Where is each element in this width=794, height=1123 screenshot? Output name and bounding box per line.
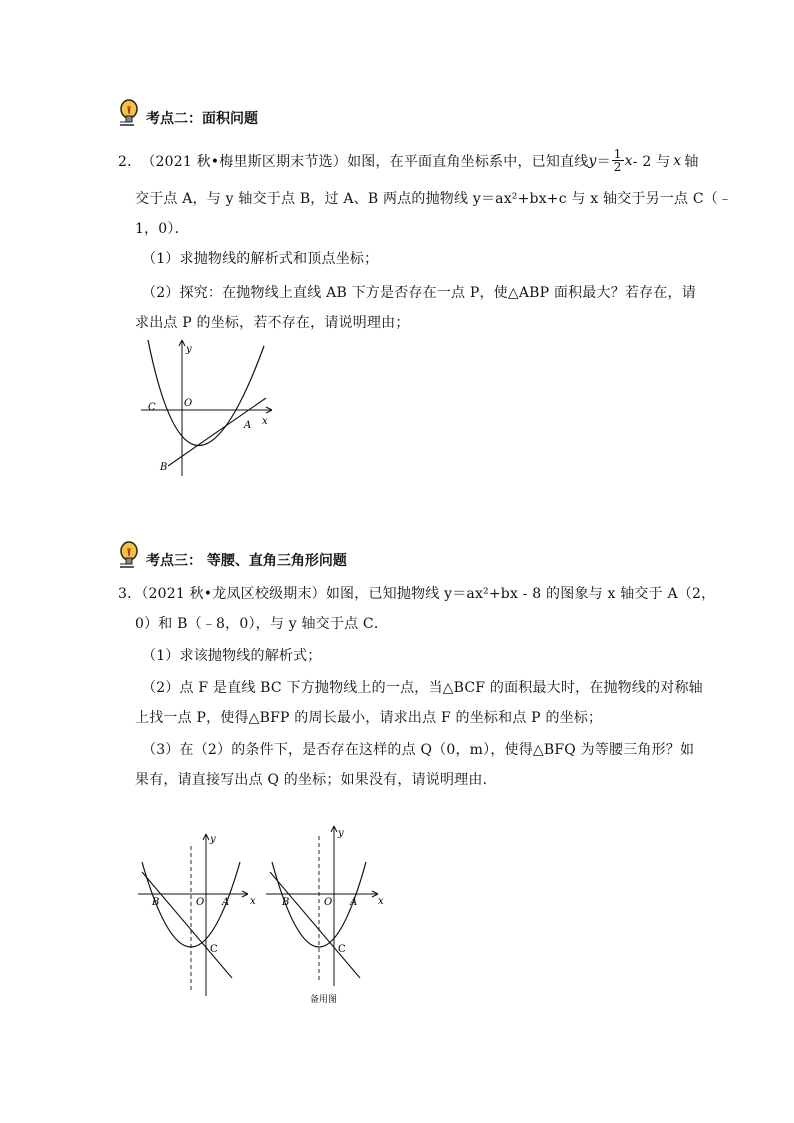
question-number: 2． [118,153,142,170]
question-part: （3）在（2）的条件下，是否存在这样的点 Q（0，m），使得△BFQ 为等腰三角形？如 [142,742,695,758]
y-label: y [338,828,344,839]
question-line [118,583,715,603]
point-c-label: C [338,944,346,955]
origin-label: O [196,897,205,908]
math-op: ＝ [596,153,611,170]
math-var: x [624,152,633,169]
line-bc [142,872,232,978]
origin-label: O [184,398,193,409]
lightbulb-icon [118,540,144,570]
backup-figure-caption: 备用图 [310,995,338,1005]
question-part: （1）求抛物线的解析式和顶点坐标； [142,251,379,267]
heading-text: 考点三： 等腰、直角三角形问题 [146,553,347,569]
section-heading [118,98,258,128]
question-number: 3． [118,586,142,602]
question-text: 轴 [684,153,699,170]
fraction-numerator: 1 [613,147,622,161]
point-b-label: B [282,897,290,908]
question-text: - 2 与 [632,153,671,170]
question-part: 果有，请直接写出点 Q 的坐标；如果没有，请说明理由． [135,772,497,788]
math-var: x [673,152,682,169]
point-a-label: A [350,897,358,908]
point-a-label: A [244,420,252,431]
question-line: 0）和 B（﹣8，0），与 y 轴交于点 C． [135,616,389,632]
question-line: 交于点 A，与 y 轴交于点 B，过 A、B 两点的抛物线 y＝ax²+bx+c 与 x 轴交于另一点 C（﹣ [135,191,733,207]
question-text: 如图，在平面直角坐标系中，已知直线 [347,153,589,170]
question-part: （2）点 F 是直线 BC 下方抛物线上的一点，当△BCF 的面积最大时，在抛物线的对称轴 [142,680,703,696]
point-c-label: C [210,944,218,955]
section-heading [118,540,347,570]
question-part: 上找一点 P，使得△BFP 的周长最小，请求出点 F 的坐标和点 P 的坐标； [135,710,603,726]
fraction [612,148,624,173]
parabola-figure [136,832,262,998]
backup-parabola-figure [264,822,390,1008]
point-a-label: A [222,897,230,908]
y-label: y [186,344,192,355]
point-c-label: C [148,402,156,413]
x-label: x [250,896,256,907]
question-line: 1，0）． [135,221,189,237]
fraction-denominator: 2 [613,160,622,174]
question-part: （2）探究：在抛物线上直线 AB 下方是否存在一点 P，使△ABP 面积最大？若存在，请 [142,285,696,301]
heading-text: 考点二：面积问题 [146,111,258,127]
math-var: y [588,152,597,169]
point-b-label: B [152,897,160,908]
question-line [118,148,699,173]
question-text: 如图，已知抛物线 y＝ax²+bx - 8 的图象与 x 轴交于 A（2， [325,586,716,602]
x-label: x [262,416,268,427]
lightbulb-icon [118,98,144,128]
line-ab [168,398,266,466]
question-source: （2021 秋•龙凤区校级期末） [141,586,326,602]
origin-label: O [324,897,333,908]
question-part: （1）求该抛物线的解析式； [142,648,322,664]
question-part: 求出点 P 的坐标，若不存在，请说明理由； [135,315,410,331]
line-bc [270,872,360,978]
question-source: （2021 秋•梅里斯区期末节选） [141,153,348,170]
parabola-figure [138,338,278,478]
point-b-label: B [160,462,168,473]
x-label: x [378,896,384,907]
y-label: y [210,834,216,845]
